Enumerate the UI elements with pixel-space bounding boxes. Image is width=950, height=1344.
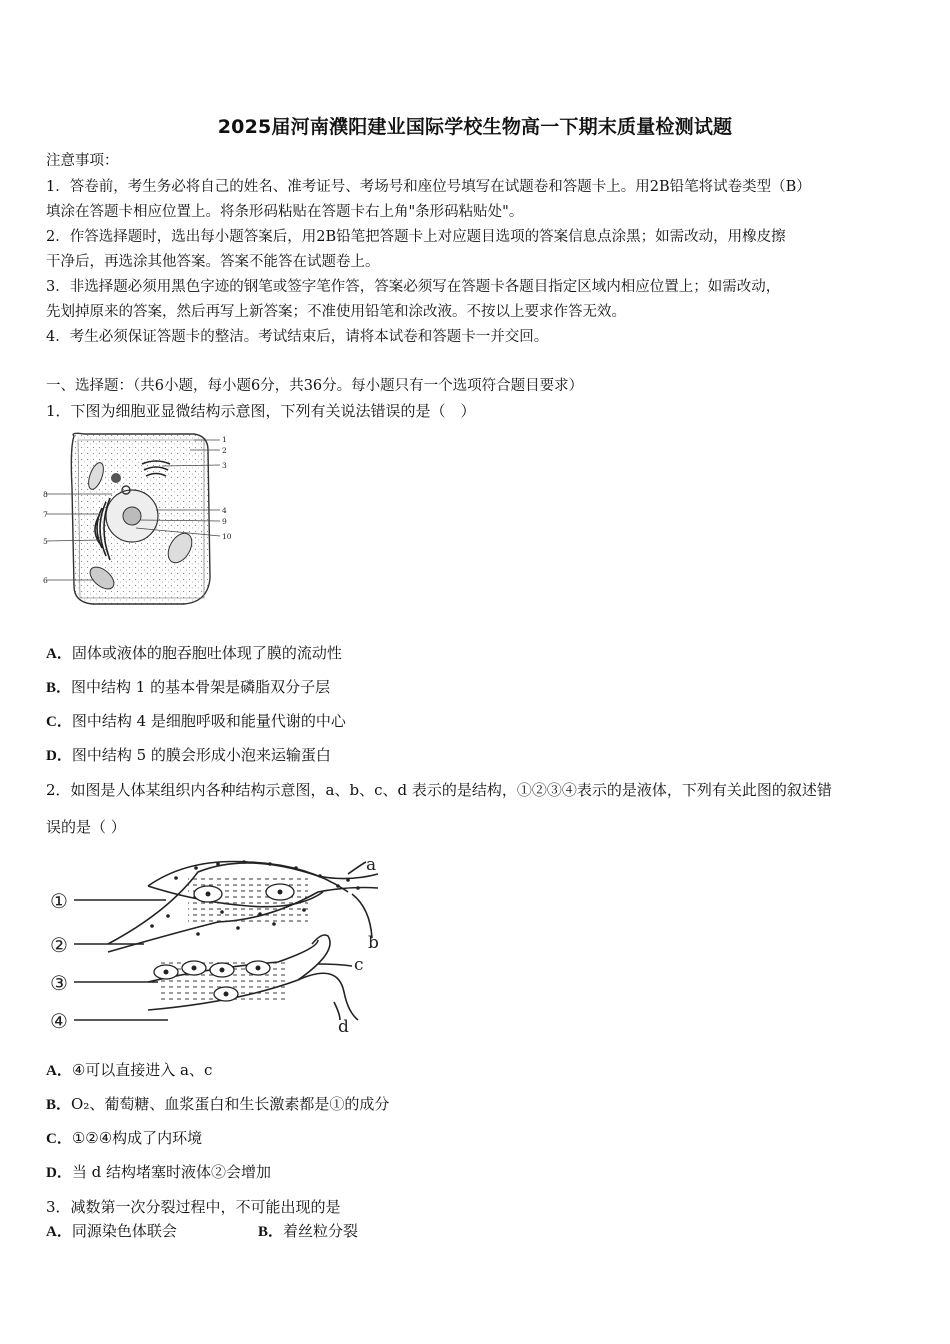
option-key: A． — [46, 1224, 72, 1240]
option-row[interactable] — [46, 746, 331, 765]
nucleolus — [123, 507, 141, 525]
option-key: D． — [46, 1165, 72, 1181]
notice-line: 3．非选择题必须用黑色字迹的钢笔或签字笔作答，答案必须写在答题卡各题目指定区域内相应位置上；如需改动， — [46, 279, 781, 295]
notice-heading: 注意事项： — [46, 153, 119, 169]
notice-line: 1．答卷前，考生务必将自己的姓名、准考证号、考场号和座位号填写在试题卷和答题卡上。用2B铅笔将试卷类型（B） — [46, 179, 811, 195]
notice-line: 先划掉原来的答案，然后再写上新答案；不准使用铅笔和涂改液。不按以上要求作答无效。 — [46, 304, 626, 320]
notice-line: 4．考生必须保证答题卡的整洁。考试结束后，请将本试卷和答题卡一并交回。 — [46, 329, 549, 345]
option-text: 当 d 结构堵塞时液体②会增加 — [71, 1163, 271, 1181]
option-text: ④可以直接进入 a、c — [71, 1061, 213, 1079]
tissue-structure-figure — [48, 852, 388, 1042]
question-3-stem: 3．减数第一次分裂过程中，不可能出现的是 — [46, 1198, 341, 1216]
option-row[interactable] — [46, 1129, 202, 1148]
option-key: A． — [46, 1063, 72, 1079]
cell-label: 1 — [222, 435, 227, 444]
cell-label: 7 — [43, 510, 48, 519]
vesicle — [111, 473, 121, 483]
cell-label: 3 — [222, 461, 227, 470]
section-heading: 一、选择题：（共6小题，每小题6分，共36分。每小题只有一个选项符合题目要求） — [46, 378, 584, 394]
option-text: 同源染色体联会 — [71, 1222, 177, 1240]
cell-label: 5 — [43, 537, 48, 546]
fluid-label: ③ — [50, 971, 68, 995]
option-row[interactable] — [46, 1163, 271, 1182]
option-row[interactable] — [46, 1095, 389, 1114]
question-2-stem: 2．如图是人体某组织内各种结构示意图，a、b、c、d 表示的是结构，①②③④表示的是液体，下列有关此图的叙述错 — [46, 781, 832, 799]
option-row[interactable] — [46, 678, 330, 697]
fluid-label: ④ — [50, 1009, 68, 1033]
cell-label: 9 — [222, 517, 227, 526]
option-text: 固体或液体的胞吞胞吐体现了膜的流动性 — [71, 644, 342, 662]
option-text: 着丝粒分裂 — [283, 1222, 359, 1240]
question-1-stem: 1．下图为细胞亚显微结构示意图，下列有关说法错误的是（ ） — [46, 402, 476, 420]
cell-label: 8 — [43, 490, 48, 499]
option-text: ①②④构成了内环境 — [71, 1129, 203, 1147]
option-key: A． — [46, 646, 72, 662]
option-row[interactable] — [46, 1222, 177, 1241]
option-key: D． — [46, 748, 72, 764]
cell-label: 2 — [222, 446, 227, 455]
option-row[interactable] — [46, 1061, 212, 1080]
option-text: 图中结构 5 的膜会形成小泡来运输蛋白 — [71, 746, 331, 764]
structure-label: b — [368, 933, 379, 953]
notice-line: 2．作答选择题时，选出每小题答案后，用2B铅笔把答题卡上对应题目选项的答案信息点涂黑；如需改动，用橡皮擦 — [46, 229, 786, 245]
structure-label: d — [338, 1017, 349, 1037]
option-key: C． — [46, 1131, 72, 1147]
notice-line: 干净后，再选涂其他答案。答案不能答在试题卷上。 — [46, 254, 380, 270]
option-text: 图中结构 4 是细胞呼吸和能量代谢的中心 — [71, 712, 346, 730]
option-key: B． — [258, 1224, 284, 1240]
cell-structure-figure — [44, 428, 244, 608]
cell-label: 6 — [43, 576, 48, 585]
cell-label: 4 — [222, 506, 227, 515]
option-row[interactable] — [46, 712, 346, 731]
fluid-label: ② — [50, 933, 68, 957]
option-text: O₂、葡萄糖、血浆蛋白和生长激素都是①的成分 — [71, 1095, 390, 1113]
option-key: B． — [46, 1097, 72, 1113]
option-row[interactable] — [258, 1222, 358, 1241]
cell-label: 10 — [222, 532, 232, 541]
structure-label: c — [354, 955, 364, 975]
option-key: B． — [46, 680, 72, 696]
option-key: C． — [46, 714, 72, 730]
question-2-stem: 误的是（ ） — [46, 818, 126, 836]
exam-title: 2025届河南濮阳建业国际学校生物高一下期末质量检测试题 — [217, 116, 733, 138]
option-text: 图中结构 1 的基本骨架是磷脂双分子层 — [71, 678, 331, 696]
option-row[interactable] — [46, 644, 342, 663]
structure-label: a — [366, 855, 377, 875]
notice-line: 填涂在答题卡相应位置上。将条形码粘贴在答题卡右上角"条形码粘贴处"。 — [46, 204, 524, 220]
fluid-label: ① — [50, 889, 68, 913]
